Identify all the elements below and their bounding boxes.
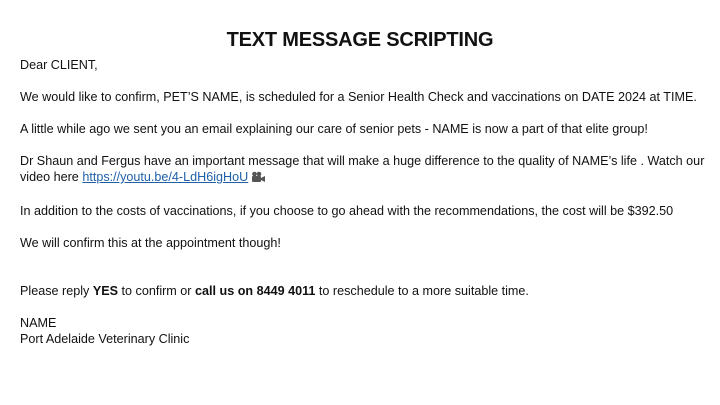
email-paragraph: A little while ago we sent you an email explaining our care of senior pets - NAME is now a part of that elite group! <box>20 122 648 136</box>
confirmation-paragraph: We would like to confirm, PET’S NAME, is scheduled for a Senior Health Check and vaccinations on DATE 2024 at TIME. <box>20 90 697 104</box>
video-link[interactable]: https://youtu.be/4-LdH6igHoU <box>82 170 249 184</box>
reply-yes: YES <box>92 284 119 298</box>
reply-middle: to confirm or <box>118 284 195 298</box>
reply-call: call us on 8449 4011 <box>195 284 316 298</box>
reply-suffix: to reschedule to a more suitable time. <box>315 284 529 298</box>
signature-clinic: Port Adelaide Veterinary Clinic <box>20 332 190 346</box>
reply-paragraph <box>20 283 710 299</box>
message-body <box>20 57 710 347</box>
greeting: Dear CLIENT, <box>20 58 98 72</box>
video-paragraph-line1: Dr Shaun and Fergus have an important message that will make a huge difference to the quality of NAME’s life . Watch our <box>20 154 705 168</box>
costs-paragraph: In addition to the costs of vaccinations, if you choose to go ahead with the recommendations, the cost will be $392.50 <box>20 204 674 218</box>
page-title: TEXT MESSAGE SCRIPTING <box>226 29 494 51</box>
appointment-paragraph: We will confirm this at the appointment though! <box>20 236 281 250</box>
video-paragraph <box>20 153 710 187</box>
signature-name: NAME <box>20 316 57 330</box>
reply-prefix: Please reply <box>20 284 93 298</box>
video-camera-icon <box>251 171 266 187</box>
video-paragraph-prefix: video here <box>20 170 83 184</box>
